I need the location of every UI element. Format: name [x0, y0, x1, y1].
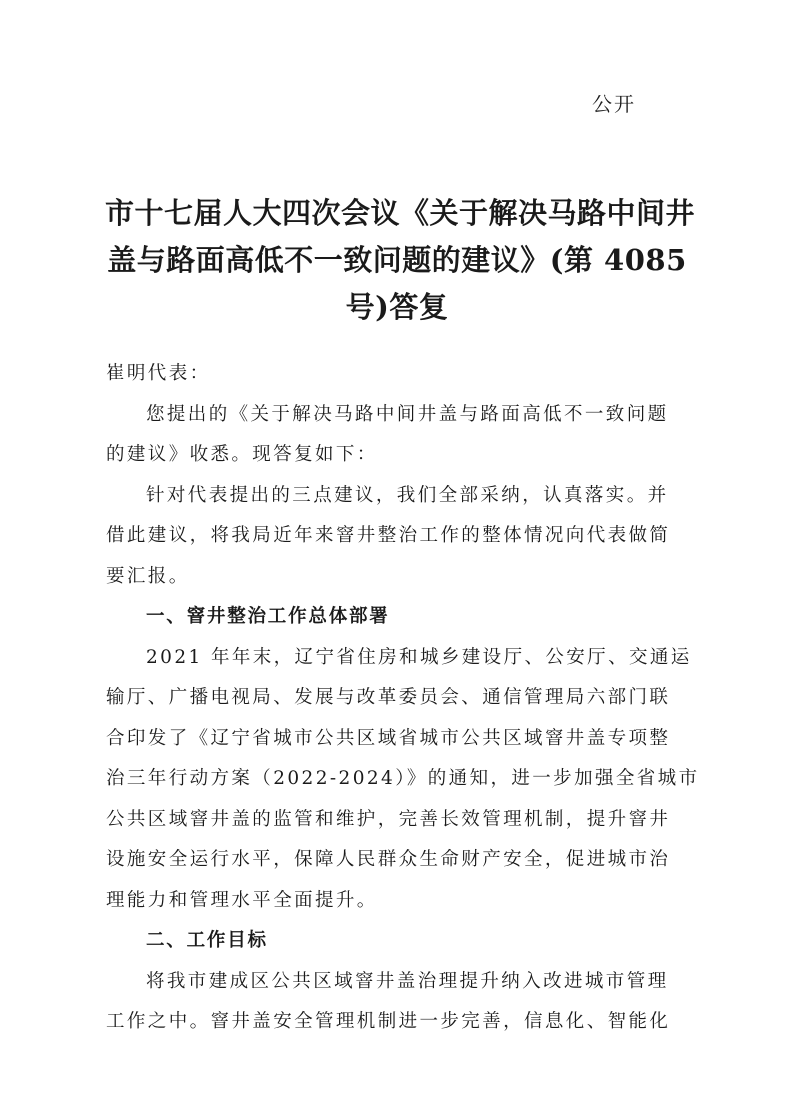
- paragraph-line: 的建议》收悉。现答复如下：: [106, 444, 378, 465]
- section-heading: 一、窨井整治工作总体部署: [146, 606, 390, 627]
- paragraph-line: 合印发了《辽宁省城市公共区域省城市公共区域窨井盖专项整: [106, 727, 671, 749]
- paragraph-line: 针对代表提出的三点建议，我们全部采纳，认真落实。并: [146, 484, 669, 506]
- salutation: 崔明代表：: [106, 363, 211, 384]
- paragraph-line: 2021 年年末，辽宁省住房和城乡建设厅、公安厅、交通运: [146, 646, 692, 668]
- paragraph-line: 您提出的《关于解决马路中间井盖与路面高低不一致问题: [146, 403, 669, 425]
- paragraph-line: 治三年行动方案（2022-2024）》的通知，进一步加强全省城市: [106, 768, 700, 789]
- paragraph-line: 工作之中。窨井盖安全管理机制进一步完善，信息化、智能化: [106, 1011, 671, 1032]
- title-line: 号)答复: [345, 290, 449, 324]
- document-body: [106, 354, 700, 1043]
- paragraph-line: 理能力和管理水平全面提升。: [106, 889, 378, 911]
- section-heading: 二、工作目标: [146, 930, 268, 951]
- paragraph-line: 要汇报。: [106, 565, 190, 587]
- title-line: 盖与路面高低不一致问题的建议》(第 4085: [107, 243, 687, 277]
- paragraph-line: 输厅、广播电视局、发展与改革委员会、通信管理局六部门联: [106, 687, 671, 708]
- paragraph-line: 设施安全运行水平，保障人民群众生命财产安全，促进城市治: [106, 849, 671, 870]
- title-line: 市十七届人大四次会议《关于解决马路中间井: [105, 196, 696, 230]
- document-title: [105, 190, 696, 331]
- paragraph-line: 借此建议，将我局近年来窨井整治工作的整体情况向代表做简: [106, 525, 671, 546]
- classification-label: 公开: [592, 92, 636, 116]
- paragraph-line: 将我市建成区公共区域窨井盖治理提升纳入改进城市管理: [146, 970, 669, 992]
- paragraph-line: 公共区域窨井盖的监管和维护，完善长效管理机制，提升窨井: [106, 808, 671, 830]
